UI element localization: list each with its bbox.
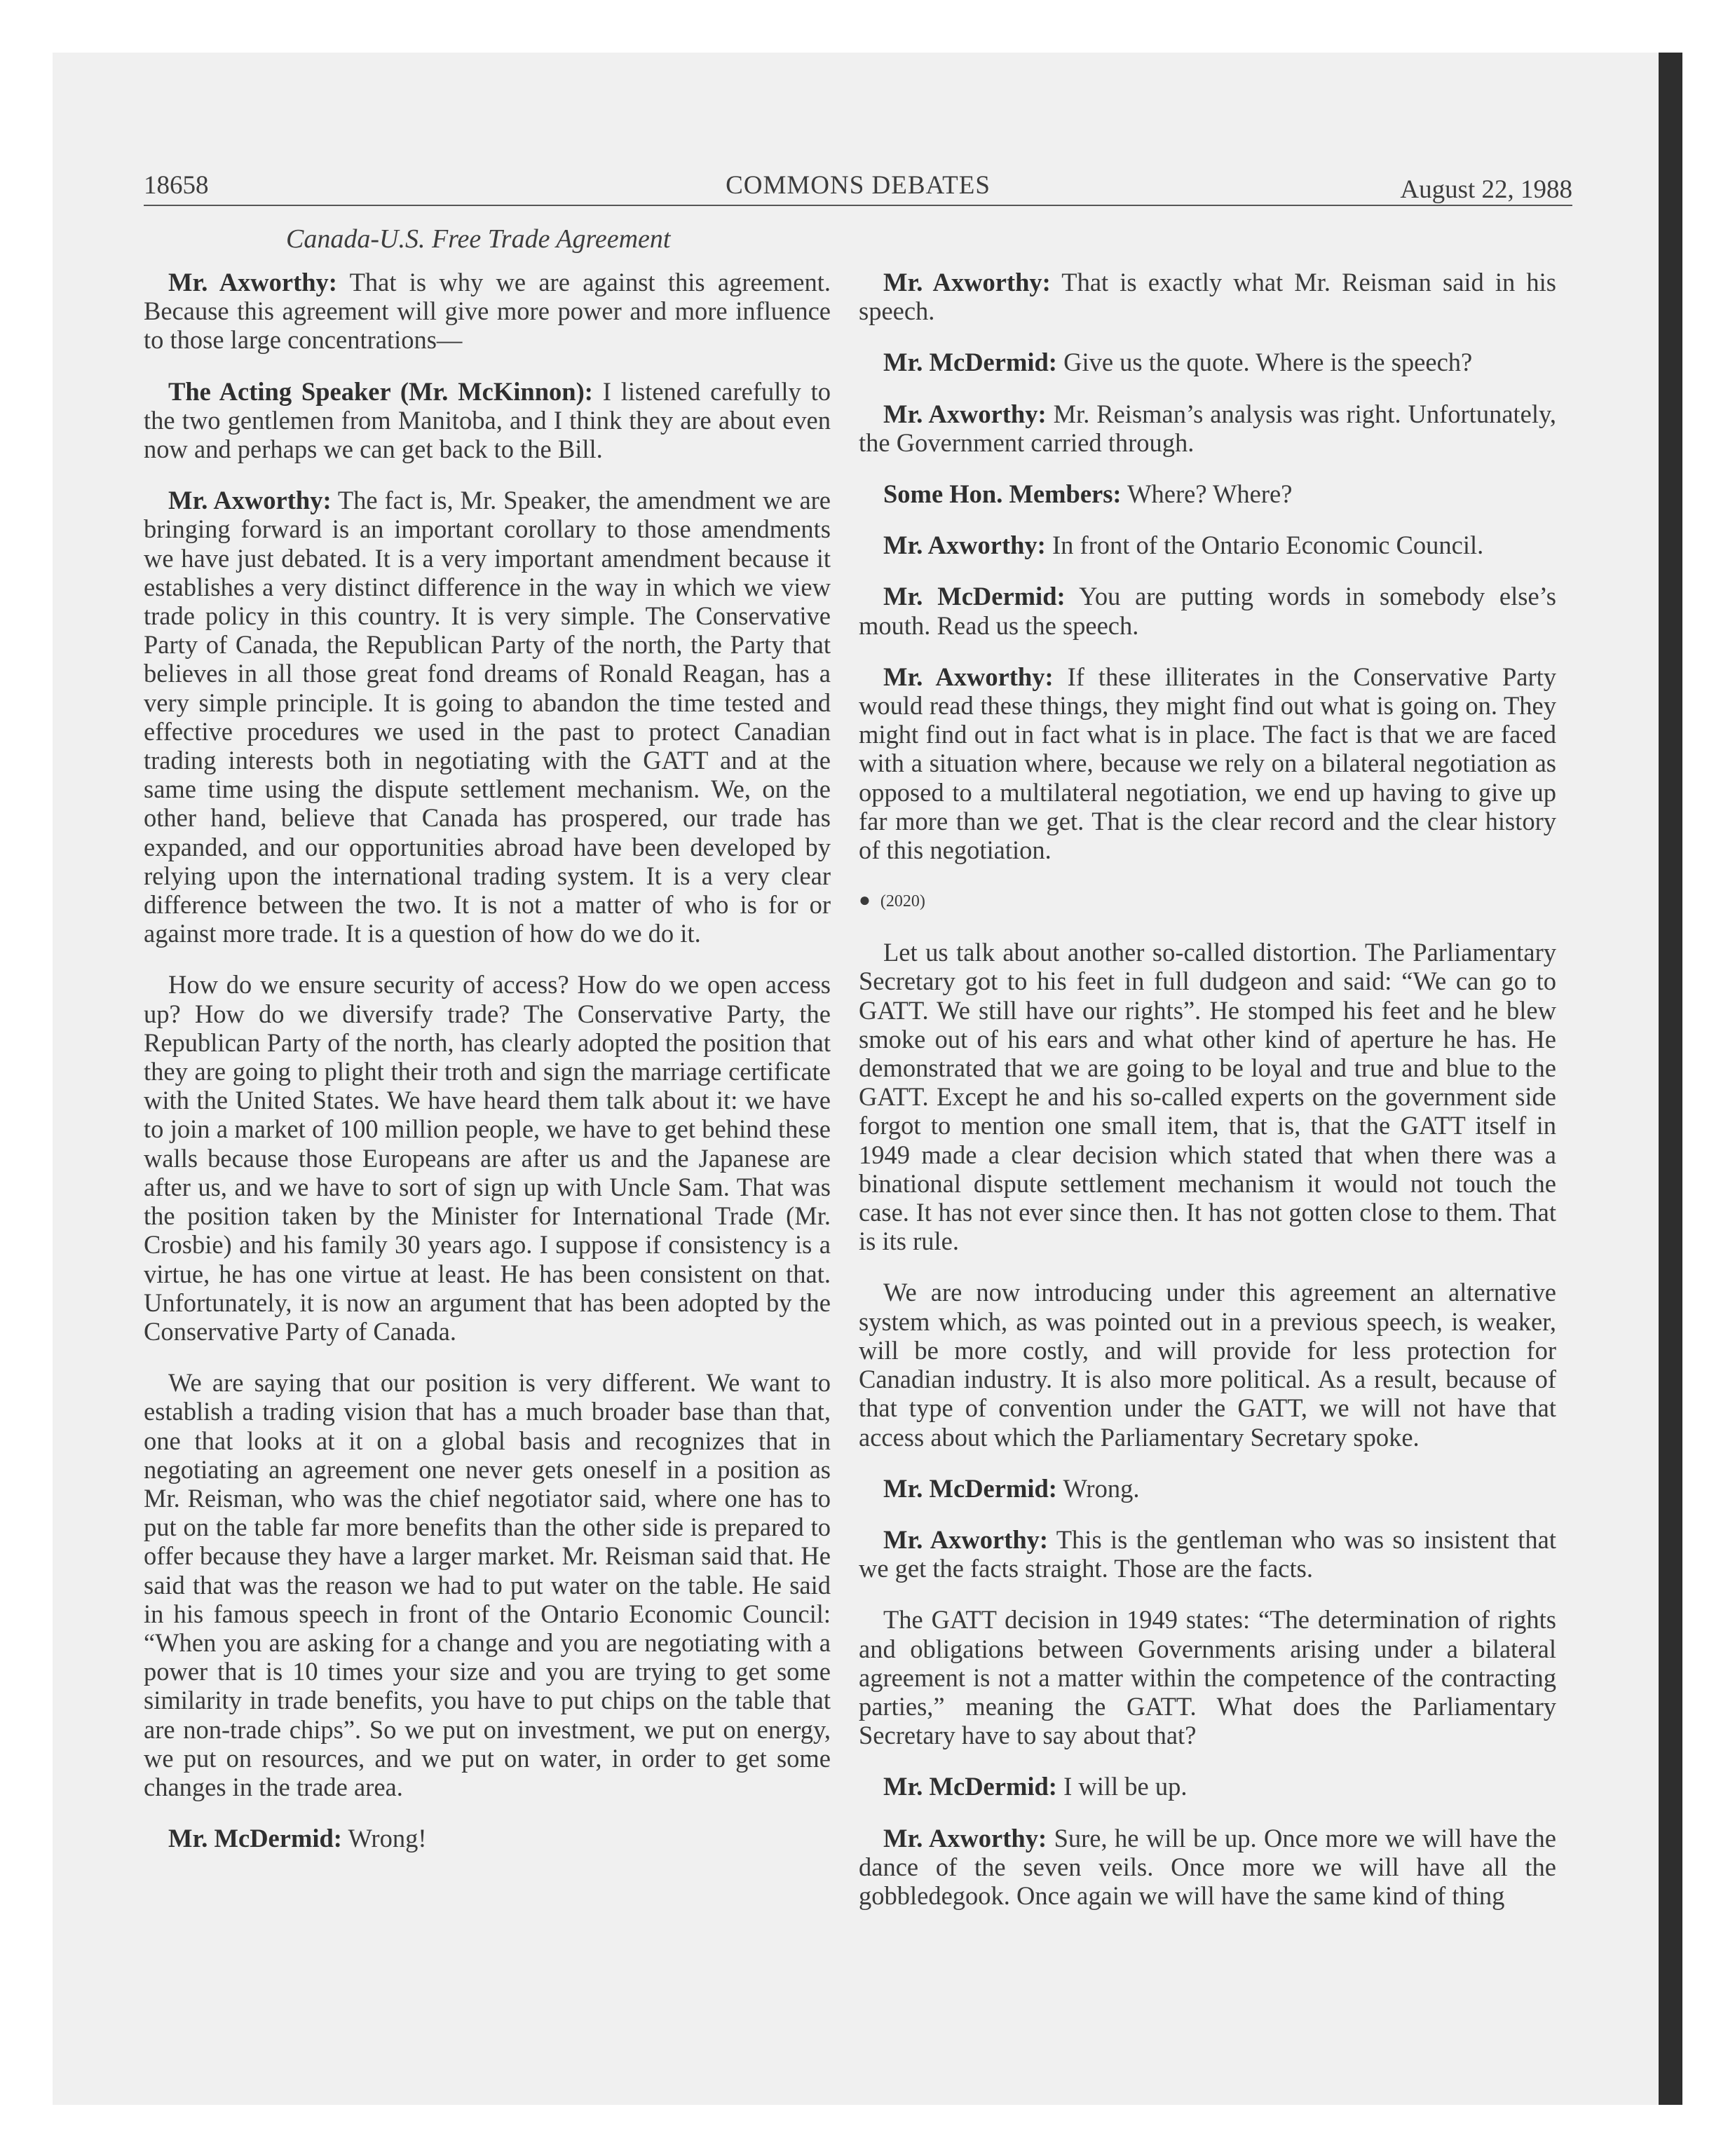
- paragraph-text: Where? Where?: [1127, 479, 1293, 509]
- paragraph-text: If these illiterates in the Conservative Party would read these things, they might find out what is going on. They might find out in fact what is in place. The fact is that we are faced with a situation where, because we rely on a bilateral negotiation as opposed to a multilateral negotiation, we end up having to give up far more than we get. That is the clear record and the clear history of this negotiation.: [859, 662, 1556, 865]
- paragraph: [859, 348, 1556, 376]
- paragraph: [859, 1474, 1556, 1503]
- paragraph: [144, 486, 831, 948]
- time-marker-label: (2020): [880, 892, 925, 911]
- paragraph-text: We are now introducing under this agreement an alternative system which, as was pointed out in a previous speech, is weaker, will be more costly, and will provide for less protection for Canadian industry. It is also more political. As a result, because of that type of convention under the GATT, we will not have that access about which the Parliamentary Secretary spoke.: [859, 1278, 1556, 1452]
- paragraph: [859, 268, 1556, 325]
- paragraph-text: That is why we are against this agreement. Because this agreement will give more power and more influence to those large concentrations—: [144, 268, 831, 355]
- paragraph-text: Wrong!: [348, 1824, 427, 1853]
- paragraph: [859, 938, 1556, 1255]
- scan-edge-shadow: [1659, 53, 1682, 2105]
- speaker-name: Some Hon. Members:: [883, 479, 1122, 509]
- speaker-name: Mr. Axworthy:: [168, 268, 337, 296]
- paragraph-text: I will be up.: [1063, 1772, 1188, 1801]
- speaker-name: Mr. McDermid:: [168, 1824, 342, 1853]
- paragraph: [144, 1824, 831, 1853]
- speaker-name: Mr. Axworthy:: [168, 486, 332, 515]
- section-subheading: Canada-U.S. Free Trade Agreement: [286, 224, 671, 254]
- bullet-icon: ●: [859, 889, 871, 912]
- paragraph-text: Wrong.: [1063, 1473, 1140, 1503]
- paragraph-text: The fact is, Mr. Speaker, the amendment we are bringing forward is an important corollary to those amendments we have just debated. It is a very important amendment because it establishes a very distinct difference in the way in which we view trade policy in this country. It is very simple. The Conservative Party of Canada, the Republican Party of the north, the Party that believes in all those great fond dreams of Ronald Reagan, has a very simple principle. It is going to abandon the time tested and effective procedures we used in the past to protect Canadian trading interests both in negotiating with the GATT and at the same time using the dispute settlement mechanism. We, on the other hand, believe that Canada has prospered, our trade has expanded, and our opportunities abroad have been developed by relying upon the international trading system. It is a very clear difference between the two. It is not a matter of who is for or against more trade. It is a question of how do we do it.: [144, 486, 831, 948]
- journal-title: COMMONS DEBATES: [726, 171, 991, 200]
- time-marker: [859, 887, 1556, 915]
- paragraph-text: I listened carefully to the two gentlemen from Manitoba, and I think they are about even now and perhaps we can get back to the Bill.: [144, 376, 831, 464]
- speaker-name: Mr. McDermid:: [883, 582, 1066, 611]
- paragraph: [859, 662, 1556, 864]
- paragraph: [859, 1824, 1556, 1911]
- paragraph-text: In front of the Ontario Economic Council.: [1052, 531, 1484, 560]
- paragraph-text: This is the gentleman who was so insistent that we get the facts straight. Those are the facts.: [859, 1524, 1556, 1583]
- paragraph-text: Let us talk about another so-called distortion. The Parliamentary Secretary got to his feet in full dudgeon and said: “We can go to GATT. We still have our rights”. He stomped his feet and he blew smoke out of his ears and what other kind of aperture he has. He demonstrated that we are going to be loyal and true and blue to the GATT. Except he and his so-called experts on the government side forgot to mention one small item, that is, that the GATT itself in 1949 made a clear decision which stated that when there was a binational dispute settlement mechanism it would not touch the case. It has not ever since then. It has not gotten close to them. That is its rule.: [859, 938, 1556, 1256]
- paragraph: [144, 377, 831, 464]
- page-number: 18658: [144, 171, 209, 200]
- paragraph-text: That is exactly what Mr. Reisman said in his speech.: [859, 268, 1556, 326]
- paragraph-text: Give us the quote. Where is the speech?: [1063, 348, 1473, 377]
- speaker-name: Mr. Axworthy:: [883, 1823, 1047, 1853]
- paragraph: [144, 268, 831, 355]
- paragraph-text: Mr. Reisman’s analysis was right. Unfortunately, the Government carried through.: [859, 399, 1557, 457]
- paragraph: [859, 400, 1556, 457]
- paragraph: [859, 1278, 1556, 1451]
- paragraph: [859, 1525, 1556, 1583]
- paragraph-text: The GATT decision in 1949 states: “The determination of rights and obligations between Governments arising under a bilateral agreement is not a matter within the competence of the contracting parties,” meaning the GATT. What does the Parliamentary Secretary have to say about that?: [859, 1605, 1556, 1750]
- paragraph-text: Sure, he will be up. Once more we will have the dance of the seven veils. Once more we will have all the gobbledegook. Once again we will have the same kind of thing: [859, 1823, 1556, 1910]
- speaker-name: Mr. Axworthy:: [883, 662, 1054, 691]
- paragraph: [859, 531, 1556, 559]
- paragraph: [144, 970, 831, 1346]
- paragraph: [859, 479, 1556, 508]
- speaker-name: Mr. Axworthy:: [883, 1524, 1049, 1554]
- paragraph: [859, 1772, 1556, 1801]
- speaker-name: Mr. Axworthy:: [883, 531, 1046, 560]
- left-column: [144, 268, 831, 1875]
- speaker-name: Mr. Axworthy:: [883, 399, 1047, 428]
- paragraph: [859, 582, 1556, 639]
- paragraph-text: You are putting words in somebody else’s mouth. Read us the speech.: [859, 582, 1556, 640]
- speaker-name: The Acting Speaker (Mr. McKinnon):: [168, 376, 593, 406]
- paragraph-text: How do we ensure security of access? How do we open access up? How do we diversify trade? The Conservative Party, the Republican Party of the north, has clearly adopted the position that they are going to plight their troth and sign the marriage certificate with the United States. We have heard them talk about it: we have to join a market of 100 million people, we have to get behind these walls because those Europeans are after us and the Japanese are after us, and we have to sort of sign up with Uncle Sam. That was the position taken by the Minister for International Trade (Mr. Crosbie) and his family 30 years ago. I suppose if consistency is a virtue, he has one virtue at least. He has been consistent on that. Unfortunately, it is now an argument that has been adopted by the Conservative Party of Canada.: [144, 970, 831, 1346]
- paragraph: [859, 1605, 1556, 1749]
- speaker-name: Mr. McDermid:: [883, 348, 1057, 377]
- speaker-name: Mr. Axworthy:: [883, 268, 1051, 296]
- speaker-name: Mr. McDermid:: [883, 1772, 1057, 1801]
- paragraph-text: We are saying that our position is very different. We want to establish a trading vision that has a much broader base than that, one that looks at it on a global basis and recognizes that in negotiating an agreement one never gets oneself in a position as Mr. Reisman, who was the chief negotiator said, where one has to put on the table far more benefits than the other side is prepared to offer because they have a larger market. Mr. Reisman said that. He said that was the reason we had to put water on the table. He said in his famous speech in front of the Ontario Economic Council: “When you are asking for a change and you are negotiating with a power that is 10 times your size and you are trying to get some similarity in trade benefits, you have to put chips on the table that are non-trade chips”. So we put on investment, we put on energy, we put on resources, and we put on water, in order to get some changes in the trade area.: [144, 1368, 831, 1801]
- speaker-name: Mr. McDermid:: [883, 1473, 1057, 1503]
- header-rule: [144, 205, 1572, 206]
- issue-date: August 22, 1988: [1400, 175, 1572, 204]
- paragraph: [144, 1368, 831, 1801]
- right-column: [859, 268, 1556, 1932]
